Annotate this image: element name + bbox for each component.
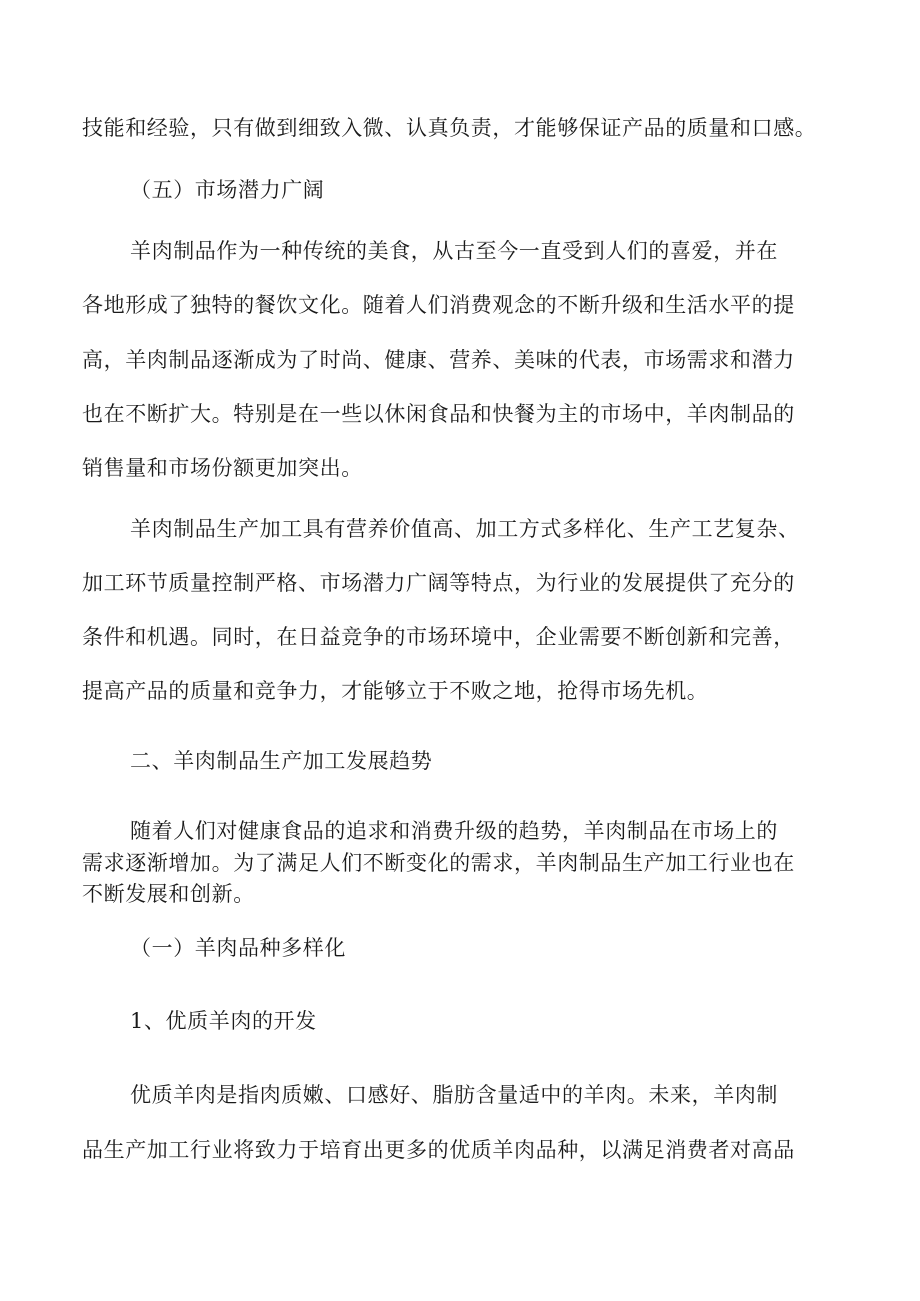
paragraph-line: 加工环节质量控制严格、市场潜力广阔等特点，为行业的发展提供了充分的 bbox=[82, 571, 795, 595]
paragraph-line: 随着人们对健康食品的追求和消费升级的趋势，羊肉制品在市场上的 bbox=[130, 819, 778, 843]
paragraph-line: 羊肉制品作为一种传统的美食，从古至今一直受到人们的喜爱，并在 bbox=[130, 239, 778, 263]
paragraph-line: 条件和机遇。同时，在日益竞争的市场环境中，企业需要不断创新和完善， bbox=[82, 625, 795, 649]
chapter-heading: 二、羊肉制品生产加工发展趋势 bbox=[130, 749, 433, 773]
section-heading: （一）羊肉品种多样化 bbox=[130, 936, 346, 960]
paragraph-line: 各地形成了独特的餐饮文化。随着人们消费观念的不断升级和生活水平的提 bbox=[82, 293, 795, 317]
paragraph-line: 高，羊肉制品逐渐成为了时尚、健康、营养、美味的代表，市场需求和潜力 bbox=[82, 348, 795, 372]
paragraph-line: 也在不断扩大。特别是在一些以休闲食品和快餐为主的市场中，羊肉制品的 bbox=[82, 402, 795, 426]
item-heading: 1、优质羊肉的开发 bbox=[130, 1009, 317, 1033]
paragraph-line: 技能和经验，只有做到细致入微、认真负责，才能够保证产品的质量和口感。 bbox=[82, 116, 817, 140]
paragraph-line: 羊肉制品生产加工具有营养价值高、加工方式多样化、生产工艺复杂、 bbox=[130, 517, 800, 541]
paragraph-line: 提高产品的质量和竞争力，才能够立于不败之地，抢得市场先机。 bbox=[82, 679, 709, 703]
paragraph-line: 销售量和市场份额更加突出。 bbox=[82, 456, 363, 480]
paragraph-line: 需求逐渐增加。为了满足人们不断变化的需求，羊肉制品生产加工行业也在 bbox=[82, 851, 795, 875]
paragraph-line: 优质羊肉是指肉质嫩、口感好、脂肪含量适中的羊肉。未来，羊肉制 bbox=[130, 1083, 778, 1107]
paragraph-line: 品生产加工行业将致力于培育出更多的优质羊肉品种，以满足消费者对高品 bbox=[82, 1138, 795, 1162]
paragraph-line: 不断发展和创新。 bbox=[82, 882, 255, 906]
section-heading: （五）市场潜力广阔 bbox=[130, 178, 325, 202]
